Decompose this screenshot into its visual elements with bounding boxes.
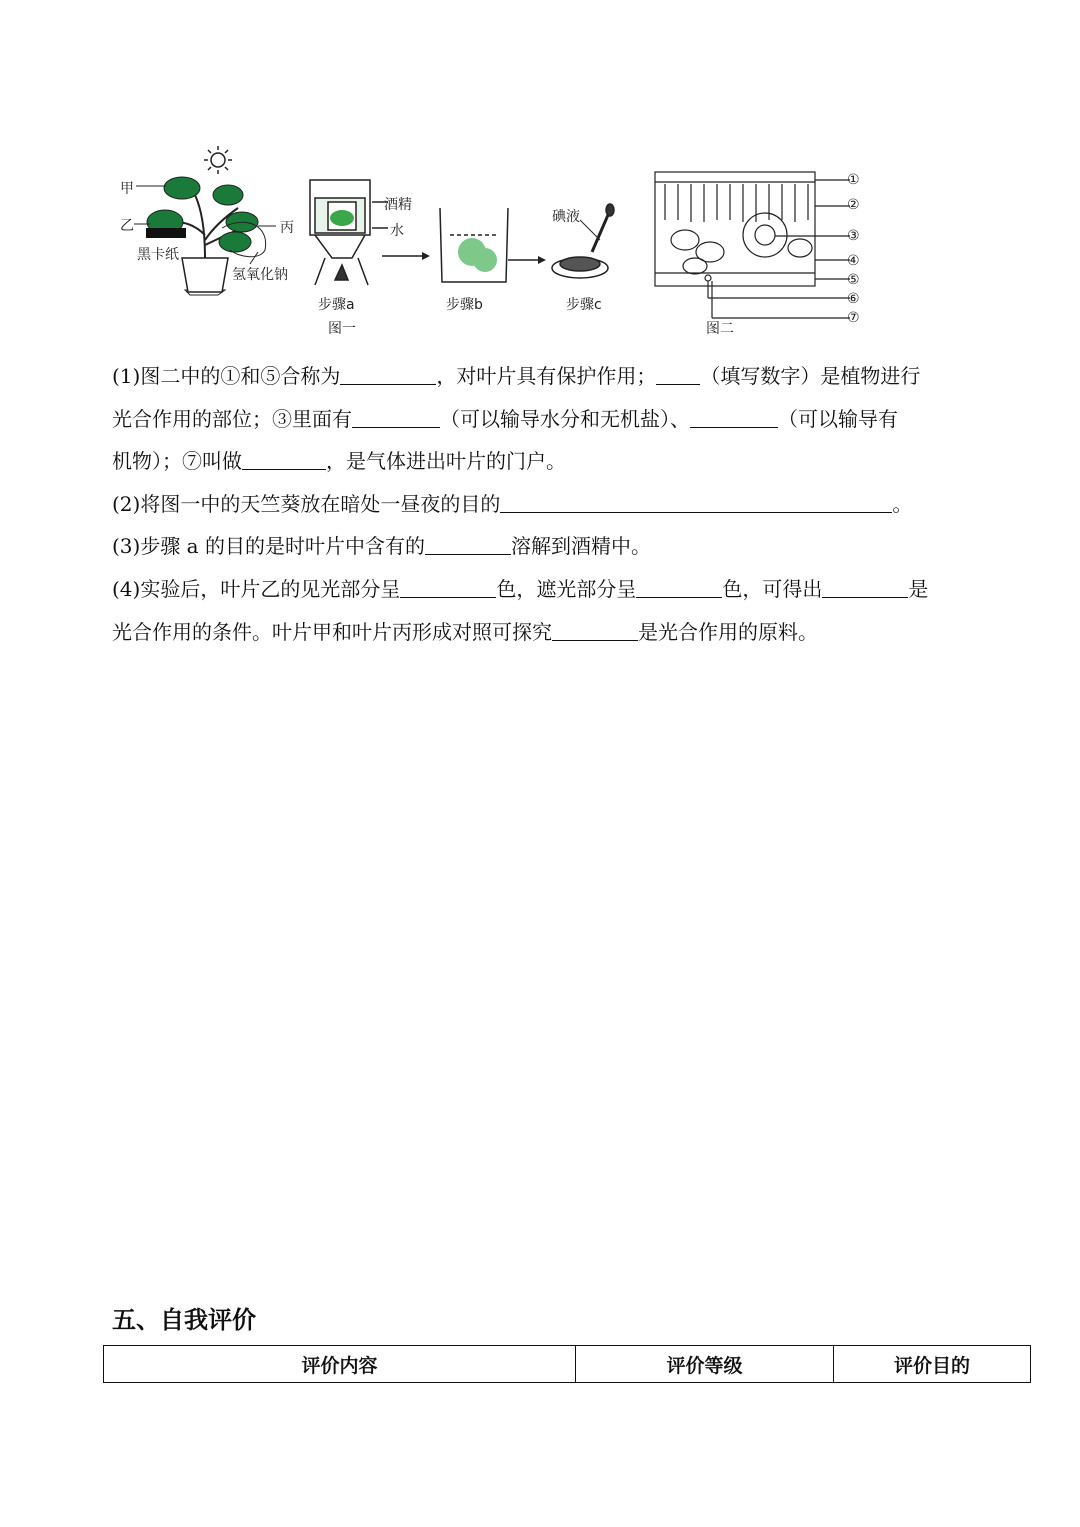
question-2	[112, 483, 972, 526]
label-alcohol: 酒精	[384, 197, 412, 213]
section-title: 五、自我评价	[112, 1306, 256, 1334]
question-1	[112, 355, 972, 483]
q1-text-8: ，是气体进出叶片的门户。	[326, 449, 566, 473]
question-3	[112, 525, 972, 568]
label-jia: 甲	[120, 181, 134, 197]
label-step-a: 步骤a	[318, 297, 355, 313]
table-header-level: 评价等级	[576, 1346, 834, 1382]
marker-6: ⑥	[847, 291, 860, 307]
q1-text-2: ，对叶片具有保护作用；	[436, 364, 657, 388]
q2-text-1: (2)将图一中的天竺葵放在暗处一昼夜的目的	[112, 492, 501, 516]
q4-text-4: 是	[908, 577, 929, 601]
experiment-figures	[110, 140, 890, 340]
label-iodine: 碘液	[552, 209, 580, 225]
label-black-paper: 黑卡纸	[137, 247, 179, 263]
question-4	[112, 568, 972, 653]
evaluation-table	[103, 1345, 1031, 1383]
q3-text-1: (3)步骤 a 的目的是时叶片中含有的	[112, 534, 425, 558]
label-naoh: 氢氧化钠	[232, 267, 288, 283]
marker-4: ④	[847, 253, 860, 269]
leaf-cross-section	[655, 172, 850, 318]
q1-text-3: （填写数字）是植物进行	[700, 364, 921, 388]
label-bing: 丙	[280, 220, 294, 236]
marker-1: ①	[847, 172, 860, 188]
q3-blank-1[interactable]	[425, 534, 511, 555]
q1-blank-4[interactable]	[690, 407, 778, 428]
label-step-b: 步骤b	[446, 297, 483, 313]
q1-blank-3[interactable]	[352, 407, 440, 428]
q1-blank-2[interactable]	[656, 364, 700, 385]
q4-text-2: 色，遮光部分呈	[496, 577, 637, 601]
label-water: 水	[390, 223, 404, 239]
q4-text-5: 光合作用的条件。叶片甲和叶片丙形成对照可探究	[112, 619, 552, 644]
q3-text-2: 溶解到酒精中。	[510, 534, 651, 558]
beaker-apparatus	[440, 208, 508, 282]
q1-text-6: （可以输导有	[778, 406, 898, 431]
q4-text-1: (4)实验后，叶片乙的见光部分呈	[112, 577, 401, 601]
q2-blank-1[interactable]	[500, 492, 892, 513]
marker-5: ⑤	[847, 272, 860, 288]
q1-blank-1[interactable]	[340, 364, 436, 385]
marker-7: ⑦	[847, 310, 860, 326]
sun-icon	[204, 146, 232, 174]
q1-text-4: 光合作用的部位；③里面有	[112, 406, 352, 431]
q4-blank-3[interactable]	[822, 577, 908, 598]
arrow-2-head	[538, 256, 546, 264]
q1-text-5: （可以输导水分和无机盐）、	[440, 406, 690, 431]
marker-2: ②	[847, 197, 860, 213]
label-yi: 乙	[120, 218, 134, 234]
table-header-purpose: 评价目的	[893, 1354, 970, 1377]
q1-text-1: (1)图二中的①和⑤合称为	[112, 364, 341, 388]
q1-blank-5[interactable]	[242, 449, 326, 470]
label-step-c: 步骤c	[566, 297, 602, 313]
q4-text-3: 色，可得出	[722, 577, 823, 601]
q4-text-6: 是光合作用的原料。	[638, 619, 818, 644]
table-header-content: 评价内容	[104, 1346, 576, 1382]
q4-blank-1[interactable]	[400, 577, 496, 598]
q2-text-2: 。	[892, 492, 913, 516]
q1-text-7: 机物）；⑦叫做	[112, 449, 242, 473]
arrow-1-head	[422, 252, 430, 260]
fig2-caption: 图二	[706, 321, 734, 337]
q4-blank-4[interactable]	[552, 620, 638, 641]
figure-drawings	[110, 140, 890, 340]
water-bath-apparatus	[310, 180, 388, 285]
marker-3: ③	[847, 228, 860, 244]
q4-blank-2[interactable]	[636, 577, 722, 598]
fig1-caption: 图一	[328, 321, 356, 337]
